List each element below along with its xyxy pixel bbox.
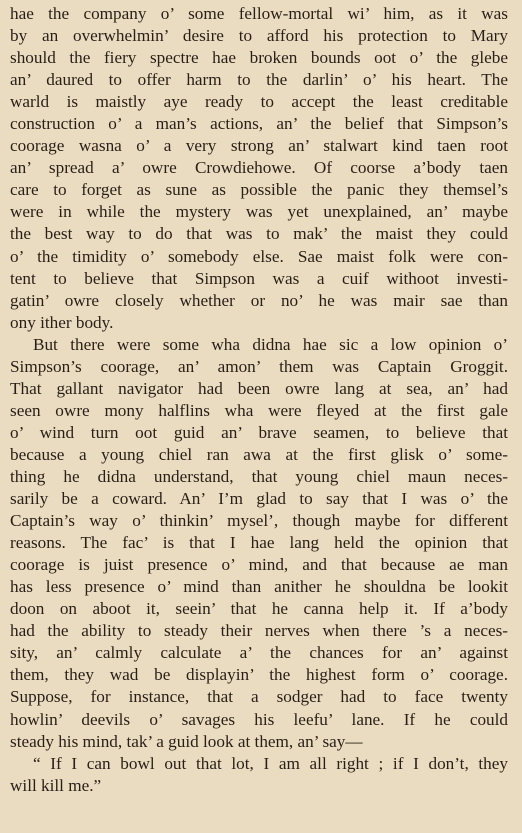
text-line: tent to believe that Simpson was a cuif withoot investi- [10,268,508,288]
body-text [10,3,508,797]
text-line: Suppose, for instance, that a sodger had to face twenty [10,687,508,707]
quote-line: “ If I can bowl out that lot, I am all right ; if I don’t, they [33,753,508,773]
text-line: has less presence o’ mind than anither he shouldna be lookit [10,577,508,597]
text-line: should the fiery spectre hae broken bounds oot o’ the glebe [10,48,508,68]
text-line: warld is maistly aye ready to accept the least creditable [10,92,508,112]
text-line: sity, an’ calmly calculate a’ the chances for an’ against [10,643,508,663]
text-line: the best way to do that was to mak’ the maist they could [10,224,508,244]
text-line: doon on aboot it, seein’ that he canna help it. If a’body [10,599,508,619]
text-line: had the ability to steady their nerves when there ’s a neces- [10,621,508,641]
text-line: them, they wad be displayin’ the highest form o’ coorage. [10,665,508,685]
text-line: reasons. The fac’ is that I hae lang held the opinion that [10,533,508,553]
text-line: o’ wind turn oot guid an’ brave seamen, to believe that [10,422,508,442]
text-line: were in while the mystery was yet unexplained, an’ maybe [10,202,508,222]
text-line: howlin’ deevils o’ savages his leefu’ lane. If he could [10,709,508,729]
text-line: o’ the timidity o’ somebody else. Sae maist folk were con- [10,246,508,266]
text-line: care to forget as sune as possible the panic they themsel’s [10,180,508,200]
text-line: seen owre mony halflins wha were fleyed at the first gale [10,400,508,420]
text-line: coorage is juist presence o’ mind, and that because ae man [10,555,508,575]
text-line: an’ spread a’ owre Crowdiehowe. Of coorse a’body taen [10,158,508,178]
text-line: an’ daured to offer harm to the darlin’ o’ his heart. The [10,70,508,90]
quote-line: will kill me.” [10,775,102,795]
text-line: gatin’ owre closely whether or no’ he was mair sae than [10,290,508,310]
text-line: steady his mind, tak’ a guid look at them, an’ say— [10,731,363,751]
text-line: Simpson’s coorage, an’ amon’ them was Captain Groggit. [10,356,508,376]
paragraph-start-line: But there were some wha didna hae sic a low opinion o’ [33,334,508,354]
text-line: sarily be a coward. An’ I’m glad to say that I was o’ the [10,489,508,509]
text-line: Captain’s way o’ thinkin’ mysel’, though maybe for different [10,511,508,531]
text-line: hae the company o’ some fellow-mortal wi’ him, as it was [10,4,508,23]
text-line: ony ither body. [10,312,114,332]
text-line: construction o’ a man’s actions, an’ the belief that Simpson’s [10,114,508,134]
text-line: That gallant navigator had been owre lang at sea, an’ had [10,378,508,398]
text-line: because a young chiel ran awa at the first glisk o’ some- [10,444,508,464]
text-line: by an overwhelmin’ desire to afford his protection to Mary [10,26,508,46]
text-line: thing he didna understand, that young chiel maun neces- [10,466,508,486]
text-line: coorage wasna o’ a very strong an’ stalwart kind taen root [10,136,508,156]
